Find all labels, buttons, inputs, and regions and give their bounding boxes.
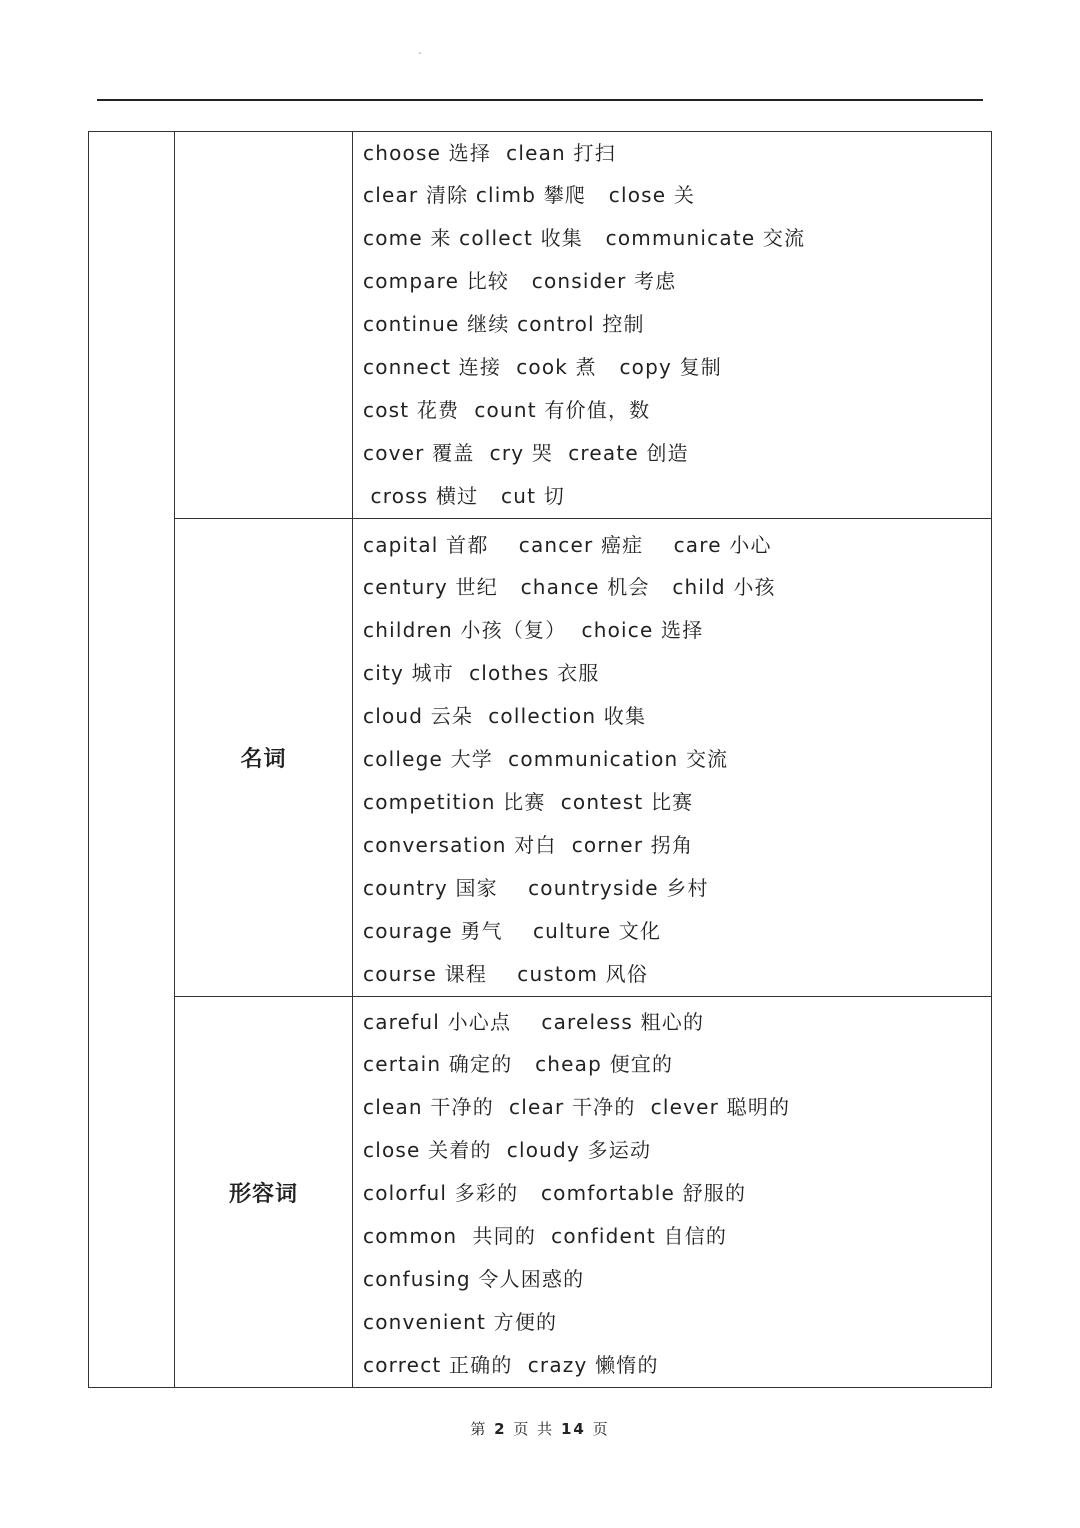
word-line: connect 连接 cook 煮 copy 复制 (363, 355, 723, 379)
word-line: continue 继续 control 控制 (363, 312, 645, 336)
footer-middle: 页 共 (513, 1420, 555, 1438)
word-line: careful 小心点 careless 粗心的 (363, 1010, 705, 1034)
word-line: course 课程 custom 风俗 (363, 962, 649, 986)
word-line: confusing 令人困惑的 (363, 1267, 585, 1291)
word-line: convenient 方便的 (363, 1310, 558, 1334)
word-line: clean 干净的 clear 干净的 clever 聪明的 (363, 1095, 791, 1119)
table-row (89, 997, 992, 1388)
category-cell-noun: 名词 (175, 519, 353, 997)
word-line: correct 正确的 crazy 懒惰的 (363, 1353, 659, 1377)
word-list-cell (353, 997, 992, 1388)
word-line: college 大学 communication 交流 (363, 747, 729, 771)
vocabulary-table (88, 131, 992, 1388)
word-line: competition 比赛 contest 比赛 (363, 790, 694, 814)
footer-suffix: 页 (592, 1420, 610, 1438)
word-line: come 来 collect 收集 communicate 交流 (363, 226, 806, 250)
word-line: choose 选择 clean 打扫 (363, 141, 616, 165)
word-line: cost 花费 count 有价值，数 (363, 398, 651, 422)
header-rule (97, 99, 983, 101)
word-list-cell (353, 519, 992, 997)
word-line: cover 覆盖 cry 哭 create 创造 (363, 441, 689, 465)
table-row (89, 519, 992, 997)
word-line: colorful 多彩的 comfortable 舒服的 (363, 1181, 747, 1205)
category-cell (175, 132, 353, 519)
header-mark: - (418, 48, 422, 59)
word-line: common 共同的 confident 自信的 (363, 1224, 728, 1248)
table-row (89, 132, 992, 519)
footer-page-number: 2 (494, 1420, 507, 1438)
footer-prefix: 第 (470, 1420, 488, 1438)
word-line: close 关着的 cloudy 多运动 (363, 1138, 652, 1162)
page-footer (0, 1418, 1080, 1439)
word-line: cloud 云朵 collection 收集 (363, 704, 647, 728)
word-line: capital 首都 cancer 癌症 care 小心 (363, 533, 772, 557)
word-line: conversation 对白 corner 拐角 (363, 833, 694, 857)
word-line: city 城市 clothes 衣服 (363, 661, 600, 685)
footer-total-pages: 14 (560, 1420, 586, 1438)
word-line: cross 横过 cut 切 (363, 484, 565, 508)
word-line: children 小孩（复） choice 选择 (363, 618, 704, 642)
word-line: certain 确定的 cheap 便宜的 (363, 1052, 674, 1076)
letter-column-cell (89, 132, 175, 1388)
category-cell-adjective: 形容词 (175, 997, 353, 1388)
word-line: courage 勇气 culture 文化 (363, 919, 662, 943)
word-list-cell (353, 132, 992, 519)
word-line: country 国家 countryside 乡村 (363, 876, 709, 900)
word-line: clear 清除 climb 攀爬 close 关 (363, 183, 696, 207)
word-line: century 世纪 chance 机会 child 小孩 (363, 575, 776, 599)
word-line: compare 比较 consider 考虑 (363, 269, 677, 293)
